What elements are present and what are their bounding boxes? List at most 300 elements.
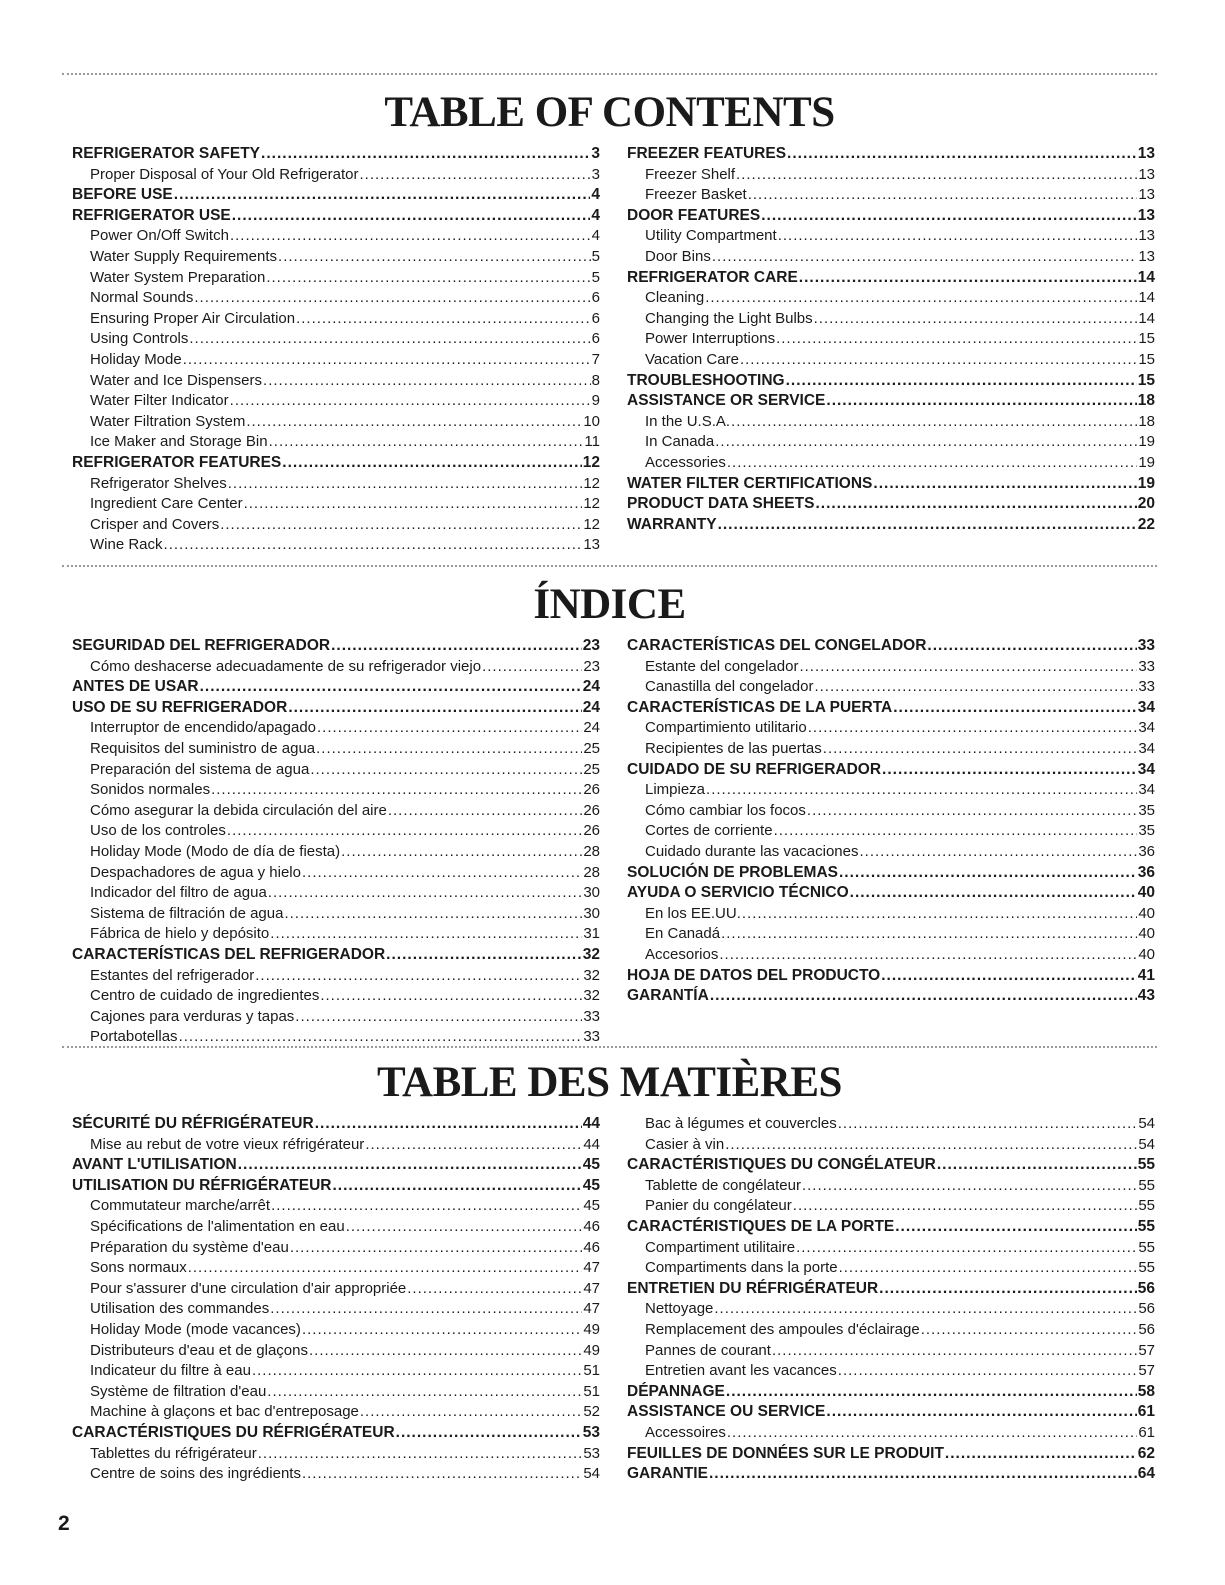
- dot-leader: [725, 1135, 1137, 1156]
- toc-subentry: [72, 821, 600, 842]
- toc-heading-entry: [72, 1114, 600, 1135]
- toc-heading-entry: [72, 1176, 600, 1197]
- toc-subentry: [72, 165, 600, 186]
- dot-leader: [188, 1258, 583, 1279]
- entry-page-number: 6: [591, 330, 600, 348]
- entry-title: CARACTERÍSTICAS DEL REFRIGERADOR: [72, 945, 386, 963]
- toc-heading-entry: [72, 144, 600, 165]
- dot-leader: [407, 1279, 582, 1300]
- toc-subentry: [72, 1279, 600, 1300]
- toc-section-spanish: [62, 580, 1157, 1046]
- dot-leader: [164, 535, 583, 556]
- entry-title: Water Filtration System: [90, 412, 246, 430]
- entry-title: Freezer Basket: [645, 186, 747, 204]
- toc-subentry: [627, 677, 1155, 698]
- toc-subentry: [72, 494, 600, 515]
- entry-title: FREEZER FEATURES: [627, 145, 787, 162]
- dot-leader: [814, 677, 1137, 698]
- toc-subentry: [627, 801, 1155, 822]
- dot-leader: [270, 924, 582, 945]
- entry-title: Holiday Mode (Modo de día de fiesta): [90, 842, 341, 860]
- toc-subentry: [627, 1258, 1155, 1279]
- page-number: 2: [58, 1512, 70, 1535]
- toc-subentry: [627, 1135, 1155, 1156]
- entry-title: SEGURIDAD DEL REFRIGERADOR: [72, 637, 331, 654]
- dot-leader: [712, 247, 1137, 268]
- entry-page-number: 14: [1137, 268, 1155, 286]
- toc-heading-entry: [627, 268, 1155, 289]
- dot-leader: [802, 1176, 1137, 1197]
- toc-subentry: [72, 412, 600, 433]
- toc-heading-entry: [627, 206, 1155, 227]
- entry-title: REFRIGERATOR SAFETY: [72, 145, 261, 162]
- dot-leader: [230, 226, 591, 247]
- entry-title: Holiday Mode (mode vacances): [90, 1320, 301, 1338]
- entry-title: Estantes del refrigerador: [90, 966, 255, 984]
- entry-page-number: 13: [1138, 186, 1155, 204]
- toc-section-french: [62, 1058, 1157, 1483]
- toc-heading-entry: [72, 1423, 600, 1444]
- entry-title: Portabotellas: [90, 1028, 178, 1046]
- toc-column-left: [72, 144, 600, 556]
- entry-page-number: 12: [583, 495, 600, 513]
- entry-page-number: 46: [583, 1238, 600, 1256]
- toc-subentry: [627, 657, 1155, 678]
- toc-column-right: [627, 636, 1155, 1007]
- entry-title: CARACTÉRISTIQUES DU RÉFRIGÉRATEUR: [72, 1423, 395, 1441]
- entry-title: Accessories: [645, 453, 726, 471]
- entry-title: Proper Disposal of Your Old Refrigerator: [90, 165, 359, 183]
- entry-page-number: 33: [583, 1028, 600, 1046]
- dot-leader: [715, 432, 1137, 453]
- toc-heading-entry: [72, 185, 600, 206]
- entry-title: ASSISTANCE OU SERVICE: [627, 1403, 826, 1421]
- entry-page-number: 31: [583, 925, 600, 943]
- entry-page-number: 40: [1137, 884, 1155, 902]
- dot-leader: [238, 1155, 582, 1176]
- entry-page-number: 18: [1137, 392, 1155, 410]
- dot-leader: [230, 391, 591, 412]
- entry-title: Recipientes de las puertas: [645, 739, 822, 757]
- entry-title: Système de filtration d'eau: [90, 1382, 267, 1400]
- toc-subentry: [627, 904, 1155, 925]
- entry-page-number: 19: [1138, 433, 1155, 451]
- dot-leader: [718, 515, 1137, 536]
- entry-page-number: 13: [1138, 165, 1155, 183]
- entry-page-number: 10: [583, 412, 600, 430]
- entry-page-number: 3: [591, 165, 600, 183]
- entry-title: UTILISATION DU RÉFRIGÉRATEUR: [72, 1176, 332, 1194]
- dot-leader: [776, 329, 1137, 350]
- dot-leader: [807, 801, 1137, 822]
- dot-leader: [786, 371, 1137, 392]
- entry-page-number: 13: [583, 536, 600, 554]
- toc-subentry: [72, 1464, 600, 1485]
- dot-leader: [748, 185, 1138, 206]
- dot-leader: [731, 412, 1137, 433]
- toc-heading-entry: [72, 636, 600, 657]
- dot-leader: [296, 309, 591, 330]
- entry-title: WARRANTY: [627, 515, 717, 533]
- dot-leader: [839, 1258, 1138, 1279]
- entry-page-number: 34: [1137, 760, 1155, 778]
- entry-title: Machine à glaçons et bac d'entreposage: [90, 1403, 359, 1421]
- entry-title: Ensuring Proper Air Circulation: [90, 309, 296, 327]
- toc-heading-entry: [627, 144, 1155, 165]
- entry-title: USO DE SU REFRIGERADOR: [72, 698, 288, 716]
- toc-subentry: [72, 966, 600, 987]
- entry-title: Panier du congélateur: [645, 1197, 792, 1215]
- entry-title: Sons normaux: [90, 1259, 187, 1277]
- entry-page-number: 20: [1137, 495, 1155, 513]
- entry-page-number: 12: [582, 453, 600, 471]
- entry-page-number: 44: [583, 1135, 600, 1153]
- dot-leader: [278, 247, 591, 268]
- dot-leader: [200, 677, 582, 698]
- dot-leader: [895, 1217, 1137, 1238]
- entry-title: Casier à vin: [645, 1135, 725, 1153]
- dot-leader: [360, 1402, 582, 1423]
- dot-leader: [774, 821, 1138, 842]
- entry-page-number: 26: [583, 822, 600, 840]
- dot-leader: [263, 371, 591, 392]
- entry-title: AYUDA O SERVICIO TÉCNICO: [627, 884, 849, 902]
- entry-page-number: 53: [582, 1423, 600, 1441]
- entry-title: Using Controls: [90, 330, 189, 348]
- entry-page-number: 47: [583, 1279, 600, 1297]
- entry-title: Ice Maker and Storage Bin: [90, 433, 268, 451]
- toc-heading-entry: [627, 371, 1155, 392]
- entry-page-number: 55: [1137, 1217, 1155, 1235]
- dot-leader: [714, 1299, 1137, 1320]
- toc-subentry: [72, 904, 600, 925]
- entry-title: CARACTÉRISTIQUES DU CONGÉLATEUR: [627, 1156, 936, 1174]
- entry-page-number: 5: [591, 247, 600, 265]
- entry-page-number: 54: [1138, 1135, 1155, 1153]
- entry-title: Accessoires: [645, 1423, 726, 1441]
- entry-page-number: 47: [583, 1300, 600, 1318]
- entry-title: ENTRETIEN DU RÉFRIGÉRATEUR: [627, 1279, 879, 1297]
- dot-leader: [331, 636, 582, 657]
- entry-page-number: 49: [583, 1320, 600, 1338]
- toc-subentry: [72, 883, 600, 904]
- dot-leader: [826, 391, 1136, 412]
- entry-title: Normal Sounds: [90, 289, 194, 307]
- entry-title: Power Interruptions: [645, 330, 776, 348]
- toc-subentry: [627, 412, 1155, 433]
- dot-leader: [778, 226, 1138, 247]
- dot-leader: [227, 821, 582, 842]
- dot-leader: [736, 165, 1137, 186]
- entry-title: CUIDADO DE SU REFRIGERADOR: [627, 760, 882, 778]
- entry-title: Entretien avant les vacances: [645, 1362, 837, 1380]
- toc-subentry: [72, 657, 600, 678]
- entry-page-number: 58: [1137, 1382, 1155, 1400]
- entry-page-number: 19: [1138, 453, 1155, 471]
- toc-subentry: [72, 247, 600, 268]
- entry-title: Compartiment utilitaire: [645, 1238, 796, 1256]
- entry-title: Door Bins: [645, 247, 711, 265]
- entry-title: Compartiments dans la porte: [645, 1259, 838, 1277]
- entry-title: Centro de cuidado de ingredientes: [90, 987, 320, 1005]
- entry-page-number: 7: [591, 350, 600, 368]
- dot-leader: [772, 1341, 1137, 1362]
- toc-subentry: [627, 945, 1155, 966]
- toc-subentry: [627, 821, 1155, 842]
- toc-subentry: [72, 924, 600, 945]
- section-divider-rule: [62, 565, 1157, 567]
- entry-page-number: 55: [1138, 1259, 1155, 1277]
- dot-leader: [879, 1279, 1137, 1300]
- entry-title: Power On/Off Switch: [90, 227, 229, 245]
- entry-title: Utilisation des commandes: [90, 1300, 270, 1318]
- dot-leader: [174, 185, 591, 206]
- entry-title: Preparación del sistema de agua: [90, 760, 310, 778]
- entry-title: Remplacement des ampoules d'éclairage: [645, 1320, 920, 1338]
- toc-heading-entry: [627, 1402, 1155, 1423]
- entry-title: ANTES DE USAR: [72, 678, 199, 696]
- entry-page-number: 19: [1137, 474, 1155, 492]
- entry-page-number: 18: [1138, 412, 1155, 430]
- toc-subentry: [627, 1238, 1155, 1259]
- dot-leader: [271, 1196, 582, 1217]
- entry-page-number: 61: [1138, 1423, 1155, 1441]
- entry-page-number: 51: [583, 1362, 600, 1380]
- dot-leader: [921, 1320, 1138, 1341]
- dot-leader: [258, 1444, 583, 1465]
- entry-title: REFRIGERATOR USE: [72, 206, 231, 224]
- entry-title: Freezer Shelf: [645, 165, 736, 183]
- toc-subentry: [627, 1114, 1155, 1135]
- entry-page-number: 57: [1138, 1362, 1155, 1380]
- entry-title: Estante del congelador: [645, 657, 799, 675]
- entry-title: Sonidos normales: [90, 781, 211, 799]
- dot-leader: [302, 1320, 582, 1341]
- toc-subentry: [72, 535, 600, 556]
- toc-heading-entry: [72, 677, 600, 698]
- entry-page-number: 33: [1137, 637, 1155, 654]
- toc-heading-entry: [72, 698, 600, 719]
- entry-title: FEUILLES DE DONNÉES SUR LE PRODUIT: [627, 1444, 944, 1462]
- toc-subentry: [72, 474, 600, 495]
- toc-section-english: [62, 88, 1157, 554]
- toc-subentry: [72, 1444, 600, 1465]
- entry-page-number: 28: [583, 842, 600, 860]
- entry-page-number: 33: [1138, 678, 1155, 696]
- dot-leader: [246, 412, 582, 433]
- toc-heading-entry: [627, 1155, 1155, 1176]
- entry-title: DÉPANNAGE: [627, 1382, 725, 1400]
- entry-page-number: 54: [583, 1465, 600, 1483]
- entry-title: HOJA DE DATOS DEL PRODUCTO: [627, 966, 881, 984]
- toc-heading-entry: [627, 863, 1155, 884]
- entry-title: SOLUCIÓN DE PROBLEMAS: [627, 863, 838, 881]
- dot-leader: [302, 1464, 582, 1485]
- entry-page-number: 34: [1137, 698, 1155, 716]
- entry-title: Crisper and Covers: [90, 515, 220, 533]
- entry-title: En los EE.UU.: [645, 904, 741, 922]
- entry-title: REFRIGERATOR FEATURES: [72, 453, 282, 471]
- toc-column-left: [72, 636, 600, 1048]
- entry-title: Water Supply Requirements: [90, 247, 278, 265]
- toc-subentry: [72, 1007, 600, 1028]
- toc-subentry: [72, 391, 600, 412]
- toc-subentry: [627, 1299, 1155, 1320]
- entry-title: Cleaning: [645, 289, 705, 307]
- dot-leader: [220, 515, 582, 536]
- toc-subentry: [627, 842, 1155, 863]
- entry-page-number: 41: [1137, 966, 1155, 984]
- dot-leader: [365, 1135, 582, 1156]
- toc-subentry: [627, 1196, 1155, 1217]
- entry-title: SÉCURITÉ DU RÉFRIGÉRATEUR: [72, 1115, 314, 1132]
- entry-page-number: 13: [1137, 206, 1155, 224]
- toc-subentry: [627, 432, 1155, 453]
- dot-leader: [742, 904, 1137, 925]
- entry-title: Centre de soins des ingrédients: [90, 1465, 301, 1483]
- entry-title: Despachadores de agua y hielo: [90, 863, 301, 881]
- toc-subentry: [627, 1361, 1155, 1382]
- dot-leader: [793, 1196, 1138, 1217]
- entry-title: Indicador del filtro de agua: [90, 884, 267, 902]
- dot-leader: [266, 268, 590, 289]
- toc-heading-entry: [627, 883, 1155, 904]
- entry-page-number: 57: [1138, 1341, 1155, 1359]
- entry-page-number: 32: [583, 966, 600, 984]
- toc-column-right: [627, 1114, 1155, 1485]
- dot-leader: [270, 1299, 582, 1320]
- toc-subentry: [627, 350, 1155, 371]
- dot-leader: [482, 657, 582, 678]
- dot-leader: [839, 863, 1137, 884]
- section-divider-rule: [62, 1046, 1157, 1048]
- entry-title: Refrigerator Shelves: [90, 474, 227, 492]
- toc-subentry: [72, 1217, 600, 1238]
- dot-leader: [808, 718, 1138, 739]
- entry-title: Tablettes du réfrigérateur: [90, 1444, 257, 1462]
- entry-page-number: 54: [1138, 1115, 1155, 1132]
- entry-title: Utility Compartment: [645, 227, 777, 245]
- toc-subentry: [72, 718, 600, 739]
- entry-page-number: 4: [591, 186, 600, 204]
- toc-subentry: [627, 309, 1155, 330]
- entry-page-number: 45: [582, 1176, 600, 1194]
- entry-title: Commutateur marche/arrêt: [90, 1197, 271, 1215]
- entry-title: Limpieza: [645, 781, 706, 799]
- entry-page-number: 28: [583, 863, 600, 881]
- entry-page-number: 34: [1138, 719, 1155, 737]
- entry-title: Spécifications de l'alimentation en eau: [90, 1217, 345, 1235]
- dot-leader: [288, 698, 581, 719]
- entry-page-number: 55: [1137, 1156, 1155, 1174]
- toc-subentry: [627, 247, 1155, 268]
- entry-page-number: 45: [582, 1156, 600, 1174]
- entry-title: PRODUCT DATA SHEETS: [627, 495, 815, 513]
- entry-title: Préparation du système d'eau: [90, 1238, 289, 1256]
- toc-heading-entry: [627, 1382, 1155, 1403]
- entry-title: GARANTIE: [627, 1465, 708, 1483]
- toc-subentry: [627, 739, 1155, 760]
- entry-title: Ingredient Care Center: [90, 495, 243, 513]
- dot-leader: [799, 657, 1137, 678]
- toc-subentry: [627, 780, 1155, 801]
- entry-title: Uso de los controles: [90, 822, 226, 840]
- dot-leader: [252, 1361, 582, 1382]
- toc-heading-entry: [627, 391, 1155, 412]
- entry-title: Water System Preparation: [90, 268, 266, 286]
- dot-leader: [761, 206, 1137, 227]
- entry-page-number: 53: [583, 1444, 600, 1462]
- entry-page-number: 6: [591, 289, 600, 307]
- entry-page-number: 23: [583, 657, 600, 675]
- toc-subentry: [627, 453, 1155, 474]
- entry-page-number: 44: [582, 1115, 600, 1132]
- dot-leader: [295, 1007, 582, 1028]
- entry-page-number: 13: [1137, 145, 1155, 162]
- dot-leader: [388, 801, 582, 822]
- entry-page-number: 15: [1137, 371, 1155, 389]
- toc-heading-entry: [72, 453, 600, 474]
- entry-page-number: 14: [1138, 309, 1155, 327]
- toc-heading-entry: [72, 206, 600, 227]
- entry-page-number: 15: [1138, 330, 1155, 348]
- entry-page-number: 4: [591, 227, 600, 245]
- entry-title: CARACTÉRISTIQUES DE LA PORTE: [627, 1217, 895, 1235]
- dot-leader: [316, 739, 582, 760]
- entry-page-number: 47: [583, 1259, 600, 1277]
- dot-leader: [211, 780, 582, 801]
- dot-leader: [705, 288, 1137, 309]
- dot-leader: [244, 494, 583, 515]
- entry-page-number: 25: [583, 760, 600, 778]
- entry-title: Cortes de corriente: [645, 822, 773, 840]
- entry-title: CARACTERÍSTICAS DE LA PUERTA: [627, 698, 893, 716]
- toc-subentry: [627, 185, 1155, 206]
- entry-page-number: 45: [583, 1197, 600, 1215]
- entry-title: WATER FILTER CERTIFICATIONS: [627, 474, 873, 492]
- dot-leader: [269, 432, 584, 453]
- dot-leader: [850, 883, 1137, 904]
- entry-page-number: 36: [1137, 863, 1155, 881]
- entry-title: Accesorios: [645, 945, 719, 963]
- entry-page-number: 9: [591, 392, 600, 410]
- entry-title: Distributeurs d'eau et de glaçons: [90, 1341, 308, 1359]
- entry-page-number: 33: [583, 1007, 600, 1025]
- toc-subentry: [72, 288, 600, 309]
- dot-leader: [740, 350, 1137, 371]
- dot-leader: [814, 309, 1138, 330]
- toc-subentry: [72, 1299, 600, 1320]
- section-title: ÍNDICE: [533, 581, 686, 628]
- toc-subentry: [72, 1027, 600, 1048]
- dot-leader: [302, 863, 582, 884]
- entry-page-number: 40: [1138, 925, 1155, 943]
- entry-page-number: 35: [1138, 822, 1155, 840]
- entry-title: In the U.S.A.: [645, 412, 731, 430]
- entry-page-number: 13: [1138, 227, 1155, 245]
- toc-subentry: [627, 165, 1155, 186]
- dot-leader: [309, 1341, 582, 1362]
- entry-page-number: 43: [1137, 987, 1155, 1005]
- dot-leader: [719, 945, 1137, 966]
- dot-leader: [893, 698, 1137, 719]
- toc-heading-entry: [627, 698, 1155, 719]
- entry-page-number: 56: [1138, 1320, 1155, 1338]
- dot-leader: [799, 268, 1137, 289]
- entry-title: Holiday Mode: [90, 350, 182, 368]
- dot-leader: [823, 739, 1138, 760]
- entry-page-number: 11: [584, 433, 600, 451]
